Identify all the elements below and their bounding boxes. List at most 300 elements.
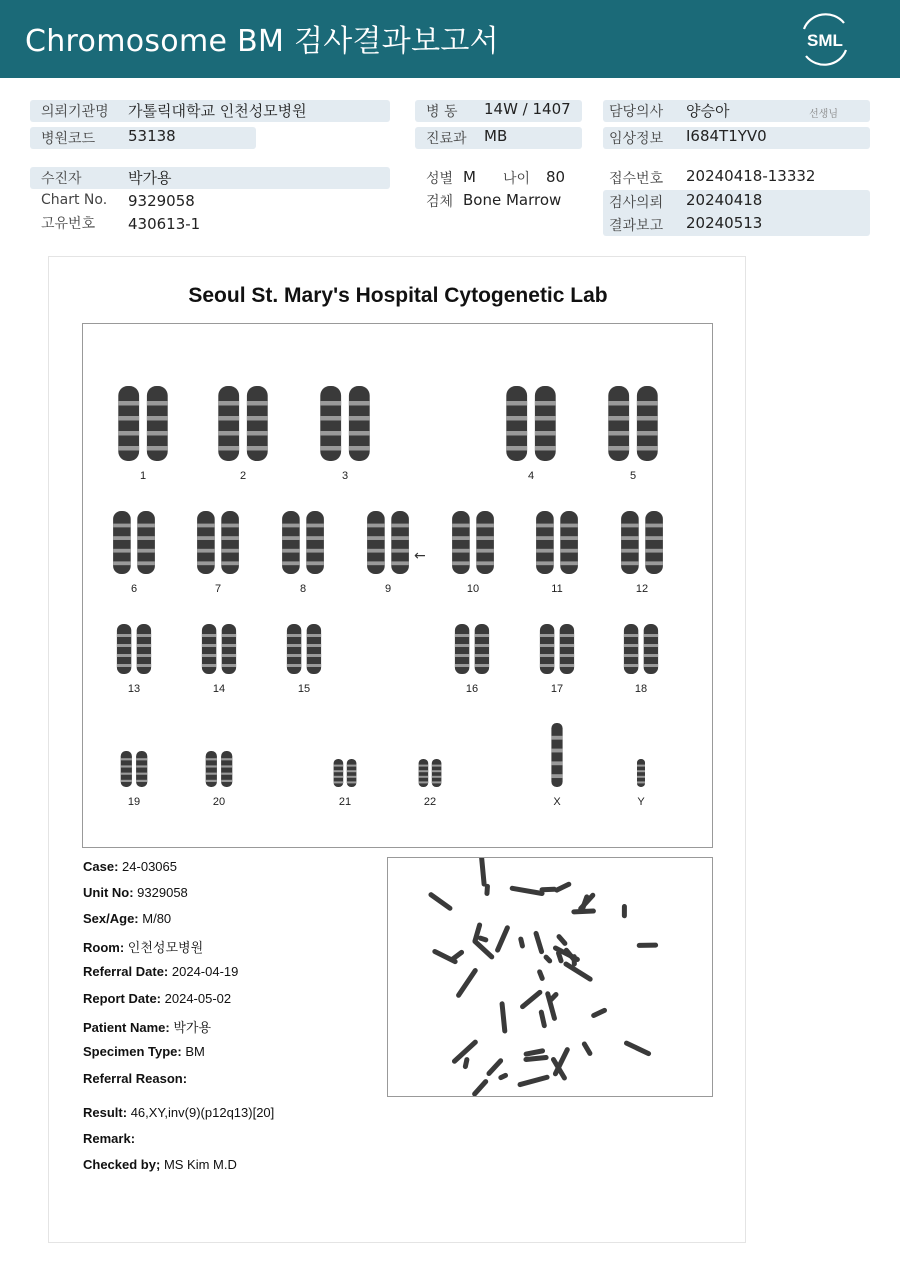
metaphase-chromosome xyxy=(550,1056,568,1081)
chromosome-band xyxy=(137,654,151,657)
metaphase-chromosome xyxy=(471,1078,489,1096)
chromosome-band xyxy=(551,736,562,740)
chromosome-band xyxy=(391,561,409,565)
chromosome-pair-14 xyxy=(202,624,236,674)
unit-label: Unit No: xyxy=(83,885,134,900)
metaphase-chromosome xyxy=(572,954,577,966)
chromosome-band xyxy=(117,664,131,667)
chromosome-pair-18 xyxy=(624,624,658,674)
hospital-label: 의뢰기관명 xyxy=(41,104,109,120)
patient-value: 박가용 xyxy=(128,169,172,187)
unique-no-value: 430613-1 xyxy=(128,215,201,233)
chromosome-band xyxy=(455,634,469,637)
metaphase-chromosome xyxy=(462,1057,469,1070)
specimen-type-value: BM xyxy=(185,1044,205,1059)
chromosome-band xyxy=(113,561,131,565)
chromosome-pair-15 xyxy=(287,624,321,674)
chromosome-band xyxy=(506,431,527,436)
chromosome-band xyxy=(202,634,216,637)
ward-label: 병 동 xyxy=(426,104,458,120)
metaphase-spread-image xyxy=(387,857,713,1097)
metaphase-chromosome xyxy=(517,1074,550,1087)
room-value: 인천성모병원 xyxy=(127,940,204,955)
metaphase-chromosome xyxy=(538,1009,547,1028)
chromosome-band xyxy=(560,536,578,540)
chromosome-pair-X xyxy=(551,723,562,787)
chromosome-label-22: 22 xyxy=(423,796,437,808)
chromosome-band xyxy=(137,561,155,565)
chromosome-band xyxy=(121,780,132,782)
chromosome-band xyxy=(206,758,217,760)
report-date-label: Report Date: xyxy=(83,991,162,1006)
metaphase-chromosome xyxy=(455,967,479,999)
patient-name-row xyxy=(83,1017,211,1036)
chromosome-band xyxy=(637,416,658,421)
chromosome-band xyxy=(475,654,489,657)
chromosome-band xyxy=(608,446,629,451)
chromosome-band xyxy=(347,776,357,778)
metaphase-chromosome xyxy=(543,954,554,965)
metaphase-chromosome xyxy=(485,1057,504,1077)
metaphase-chromosome xyxy=(562,961,593,983)
chromosome-pair-8 xyxy=(282,511,324,574)
chromosome-band xyxy=(137,524,155,528)
chromosome-band xyxy=(560,644,574,647)
chromosome-band xyxy=(307,644,321,647)
chromosome-band xyxy=(367,549,385,553)
case-label: Case: xyxy=(83,859,119,874)
chromosome-band xyxy=(608,431,629,436)
metaphase-chromosome xyxy=(553,881,572,893)
unit-value: 9329058 xyxy=(137,885,188,900)
chromosome-pair-16 xyxy=(455,624,489,674)
chromosome-band xyxy=(247,446,268,451)
chromosome-band xyxy=(117,644,131,647)
chromosome-band xyxy=(367,561,385,565)
chromosome-pair-17 xyxy=(540,624,574,674)
chromosome-band xyxy=(624,654,638,657)
chromosome-pair-4 xyxy=(506,386,555,461)
metaphase-chromosome xyxy=(479,858,487,887)
chromosome-band xyxy=(637,776,645,778)
sexage-row xyxy=(83,911,171,926)
dept-value: MB xyxy=(484,127,508,145)
report-title: Chromosome BM 검사결과보고서 xyxy=(25,24,499,59)
chromosome-band xyxy=(121,765,132,767)
chromosome-band xyxy=(307,654,321,657)
chromosome-band xyxy=(644,634,658,637)
chromosome-pair-1 xyxy=(118,386,167,461)
chromosome-band xyxy=(432,781,442,783)
specimen-type-row xyxy=(83,1044,205,1059)
chromosome-band xyxy=(621,561,639,565)
chromosome-band xyxy=(222,634,236,637)
request-value: 20240418 xyxy=(686,191,763,209)
chromosome-band xyxy=(137,664,151,667)
chromosome-band xyxy=(197,524,215,528)
chromosome-pair-22 xyxy=(419,759,442,787)
referral-date-label: Referral Date: xyxy=(83,964,169,979)
receipt-label: 접수번호 xyxy=(609,171,664,187)
chromosome-band xyxy=(282,549,300,553)
svg-text:SML: SML xyxy=(807,31,843,50)
chromosome-band xyxy=(136,765,147,767)
chromosome-band xyxy=(349,401,370,406)
chromosome-band xyxy=(540,664,554,667)
chromosome-band xyxy=(202,654,216,657)
chromosome-band xyxy=(535,416,556,421)
chromosome-band xyxy=(282,524,300,528)
chromosome-band xyxy=(206,780,217,782)
chromosome-band xyxy=(334,765,344,767)
chromosome-band xyxy=(349,431,370,436)
metaphase-chromosome xyxy=(533,930,545,954)
chromosome-pair-12 xyxy=(621,511,663,574)
sex-value: M xyxy=(463,168,476,186)
chromosome-band xyxy=(560,549,578,553)
lab-title: Seoul St. Mary's Hospital Cytogenetic Lab xyxy=(188,284,608,307)
chromosome-band xyxy=(282,561,300,565)
chromosome-band xyxy=(432,770,442,772)
chromosome-band xyxy=(221,524,239,528)
chromosome-band xyxy=(536,549,554,553)
chromosome-band xyxy=(645,549,663,553)
chromosome-band xyxy=(452,549,470,553)
chromosome-band xyxy=(320,446,341,451)
chromosome-band xyxy=(136,773,147,775)
chromosome-band xyxy=(540,654,554,657)
sexage-label: Sex/Age: xyxy=(83,911,139,926)
chromosome-band xyxy=(644,664,658,667)
chromosome-band xyxy=(197,536,215,540)
metaphase-chromosome xyxy=(494,925,510,954)
chromosome-band xyxy=(637,781,645,783)
chromosome-band xyxy=(536,536,554,540)
chromosome-label-1: 1 xyxy=(139,470,147,482)
chromosome-band xyxy=(282,536,300,540)
chromosome-band xyxy=(621,549,639,553)
chromosome-band xyxy=(147,446,168,451)
metaphase-chromosome xyxy=(499,1001,507,1034)
chart-no-label: Chart No. xyxy=(41,192,108,208)
age-value: 80 xyxy=(546,168,566,186)
chromosome-band xyxy=(624,664,638,667)
chromosome-band xyxy=(334,770,344,772)
doctor-label: 담당의사 xyxy=(609,104,664,120)
chromosome-band xyxy=(391,524,409,528)
chromosome-band xyxy=(391,549,409,553)
chromosome-band xyxy=(137,644,151,647)
chromosome-band xyxy=(455,664,469,667)
referral-date-value: 2024-04-19 xyxy=(171,964,239,979)
specimen-label: 검체 xyxy=(426,194,454,210)
chromosome-label-6: 6 xyxy=(130,583,138,595)
chromosome-band xyxy=(637,446,658,451)
chromosome-pair-21 xyxy=(334,759,357,787)
receipt-value: 20240418-13332 xyxy=(686,167,816,185)
chromosome-band xyxy=(560,664,574,667)
chromosome-band xyxy=(540,634,554,637)
chromosome-pair-19 xyxy=(121,751,148,787)
chromosome-band xyxy=(222,644,236,647)
chromosome-label-11: 11 xyxy=(551,583,563,595)
result-label: Result: xyxy=(83,1105,128,1120)
chromosome-band xyxy=(419,770,429,772)
chromosome-band xyxy=(307,664,321,667)
referral-reason-label: Referral Reason: xyxy=(83,1071,188,1086)
chromosome-band xyxy=(608,401,629,406)
chromosome-label-17: 17 xyxy=(550,683,564,695)
karyogram xyxy=(82,323,713,848)
report-header xyxy=(0,0,900,78)
age-label: 나이 xyxy=(503,171,531,187)
chromosome-band xyxy=(645,536,663,540)
chromosome-label-7: 7 xyxy=(214,583,222,595)
karyotype-report xyxy=(48,256,746,1243)
result-date-label: 결과보고 xyxy=(609,218,664,234)
chromosome-pair-5 xyxy=(608,386,657,461)
remark-label: Remark: xyxy=(83,1131,136,1146)
chromosome-band xyxy=(419,765,429,767)
metaphase-chromosome xyxy=(509,885,545,896)
chromosome-band xyxy=(147,416,168,421)
metaphase-chromosome xyxy=(498,1072,509,1081)
unique-no-label: 고유번호 xyxy=(41,216,96,232)
doctor-suffix: 선생님 xyxy=(809,109,838,120)
chromosome-band xyxy=(621,524,639,528)
chromosome-band xyxy=(221,773,232,775)
chromosome-band xyxy=(621,536,639,540)
room-row xyxy=(83,937,203,956)
chromosome-band xyxy=(645,561,663,565)
chromosome-band xyxy=(113,536,131,540)
chromosome-pair-20 xyxy=(206,751,233,787)
chromosome-band xyxy=(247,431,268,436)
chromosome-band xyxy=(476,561,494,565)
case-value: 24-03065 xyxy=(122,859,177,874)
chromosome-band xyxy=(334,781,344,783)
chromosome-band xyxy=(349,446,370,451)
chromosome-label-19: 19 xyxy=(127,796,141,808)
chromosome-pair-10 xyxy=(452,511,494,574)
referral-reason-row xyxy=(83,1071,187,1086)
sexage-value: M/80 xyxy=(142,911,172,926)
chromosome-band xyxy=(137,549,155,553)
chromosome-band xyxy=(476,549,494,553)
chromosome-band xyxy=(320,401,341,406)
chromosome-band xyxy=(432,776,442,778)
chromosome-band xyxy=(306,561,324,565)
result-value: 46,XY,inv(9)(p12q13)[20] xyxy=(130,1105,275,1120)
chromosome-pair-13 xyxy=(117,624,151,674)
chromosome-band xyxy=(452,524,470,528)
chromosome-band xyxy=(218,431,239,436)
chromosome-band xyxy=(221,780,232,782)
report-date-row xyxy=(83,991,231,1006)
chromosome-band xyxy=(247,401,268,406)
referral-date-row xyxy=(83,964,238,979)
specimen-type-label: Specimen Type: xyxy=(83,1044,182,1059)
chromosome-label-2: 2 xyxy=(239,470,247,482)
chromosome-band xyxy=(347,781,357,783)
clinical-value: I684T1YV0 xyxy=(686,127,767,145)
chromosome-band xyxy=(117,654,131,657)
chromosome-label-14: 14 xyxy=(212,683,226,695)
chromosome-pair-Y xyxy=(637,759,645,787)
chromosome-band xyxy=(218,416,239,421)
chromosome-band xyxy=(221,758,232,760)
chromosome-band xyxy=(320,431,341,436)
chromosome-band xyxy=(334,776,344,778)
chromosome-label-5: 5 xyxy=(629,470,637,482)
chromosome-label-21: 21 xyxy=(338,796,352,808)
chromosome-band xyxy=(367,524,385,528)
chromosome-band xyxy=(197,549,215,553)
chart-no-value: 9329058 xyxy=(128,192,195,210)
chromosome-band xyxy=(221,536,239,540)
metaphase-chromosome xyxy=(590,1007,607,1019)
metaphase-chromosome xyxy=(555,933,568,947)
chromosome-band xyxy=(347,765,357,767)
dept-label: 진료과 xyxy=(426,131,467,147)
chromosome-band xyxy=(624,644,638,647)
result-date-value: 20240513 xyxy=(686,214,763,232)
clinical-label: 임상정보 xyxy=(609,131,664,147)
chromosome-band xyxy=(506,401,527,406)
ward-value: 14W / 1407 xyxy=(484,100,571,118)
metaphase-chromosome xyxy=(518,936,526,949)
chromosome-band xyxy=(452,536,470,540)
chromosome-label-13: 13 xyxy=(127,683,141,695)
chromosome-band xyxy=(320,416,341,421)
chromosome-band xyxy=(118,401,139,406)
chromosome-band xyxy=(551,761,562,765)
metaphase-spread xyxy=(388,858,712,1096)
chromosome-band xyxy=(206,765,217,767)
chromosome-band xyxy=(475,634,489,637)
chromosome-pair-9 xyxy=(367,511,409,574)
chromosome-pair-3 xyxy=(320,386,369,461)
report-date-value: 2024-05-02 xyxy=(164,991,232,1006)
sml-logo xyxy=(796,12,854,66)
metaphase-chromosome xyxy=(623,1040,652,1057)
room-label: Room: xyxy=(83,940,125,955)
patient-name-label: Patient Name: xyxy=(83,1020,170,1035)
chromosome-band xyxy=(391,536,409,540)
patient-name-value: 박가용 xyxy=(173,1020,212,1035)
chromosome-label-4: 4 xyxy=(527,470,535,482)
chromosome-band xyxy=(306,549,324,553)
chromosome-pair-11 xyxy=(536,511,578,574)
chromosome-label-X: X xyxy=(553,796,561,808)
chromosome-band xyxy=(540,644,554,647)
patient-label: 수진자 xyxy=(41,171,82,187)
chromosome-band xyxy=(287,634,301,637)
chromosome-pair-2 xyxy=(218,386,267,461)
chromosome-band xyxy=(247,416,268,421)
chromosome-band xyxy=(218,446,239,451)
chromosome-band xyxy=(218,401,239,406)
chromosome-band xyxy=(136,758,147,760)
chromosome-band xyxy=(551,749,562,753)
chromosome-band xyxy=(432,765,442,767)
chromosome-band xyxy=(307,634,321,637)
chromosome-band xyxy=(113,524,131,528)
chromosome-label-12: 12 xyxy=(635,583,649,595)
chromosome-band xyxy=(535,431,556,436)
doctor-value: 양승아 xyxy=(686,102,730,120)
chromosome-band xyxy=(347,770,357,772)
chromosome-pair-6 xyxy=(113,511,155,574)
chromosome-band xyxy=(222,654,236,657)
unit-row xyxy=(83,885,188,900)
chromosome-band xyxy=(202,644,216,647)
chromosome-band xyxy=(506,446,527,451)
hospital-value: 가톨릭대학교 인천성모병원 xyxy=(128,102,307,120)
chromosome-band xyxy=(551,774,562,778)
specimen-value: Bone Marrow xyxy=(463,191,562,209)
chromosome-band xyxy=(202,664,216,667)
chromosome-band xyxy=(137,634,151,637)
chromosome-band xyxy=(197,561,215,565)
chromosome-label-16: 16 xyxy=(465,683,479,695)
chromosome-band xyxy=(221,561,239,565)
patient-row-bg xyxy=(30,167,390,189)
chromosome-band xyxy=(645,524,663,528)
chromosome-band xyxy=(560,634,574,637)
chromosome-band xyxy=(113,549,131,553)
chromosome-band xyxy=(560,561,578,565)
chromosome-band xyxy=(536,561,554,565)
chromosome-band xyxy=(560,524,578,528)
chromosome-label-9: 9 xyxy=(384,583,392,595)
chromosome-band xyxy=(137,536,155,540)
sex-label: 성별 xyxy=(426,171,454,187)
chromosome-label-Y: Y xyxy=(637,796,645,808)
chromosome-band xyxy=(608,416,629,421)
chromosome-label-10: 10 xyxy=(466,583,480,595)
chromosome-band xyxy=(287,654,301,657)
chromosome-band xyxy=(535,446,556,451)
chromosome-label-15: 15 xyxy=(297,683,311,695)
chromosome-band xyxy=(644,644,658,647)
metaphase-chromosome xyxy=(519,989,543,1010)
chromosome-band xyxy=(624,634,638,637)
chromosome-band xyxy=(637,765,645,767)
result-row xyxy=(83,1105,274,1120)
chromosome-band xyxy=(637,401,658,406)
chromosome-band xyxy=(349,416,370,421)
chromosome-band xyxy=(475,664,489,667)
chromosome-band xyxy=(535,401,556,406)
chromosome-band xyxy=(367,536,385,540)
chromosome-band xyxy=(147,401,168,406)
checked-label: Checked by; xyxy=(83,1157,161,1172)
chromosome-label-20: 20 xyxy=(212,796,226,808)
chromosome-band xyxy=(287,644,301,647)
chromosome-band xyxy=(560,654,574,657)
chromosome-band xyxy=(118,446,139,451)
chromosome-band xyxy=(455,654,469,657)
metaphase-chromosome xyxy=(637,943,658,948)
chromosome-band xyxy=(118,416,139,421)
chromosome-label-18: 18 xyxy=(634,683,648,695)
chromosome-label-3: 3 xyxy=(341,470,349,482)
metaphase-chromosome xyxy=(484,884,490,896)
chromosome-band xyxy=(476,524,494,528)
chromosome-band xyxy=(506,416,527,421)
chromosome-band xyxy=(136,780,147,782)
